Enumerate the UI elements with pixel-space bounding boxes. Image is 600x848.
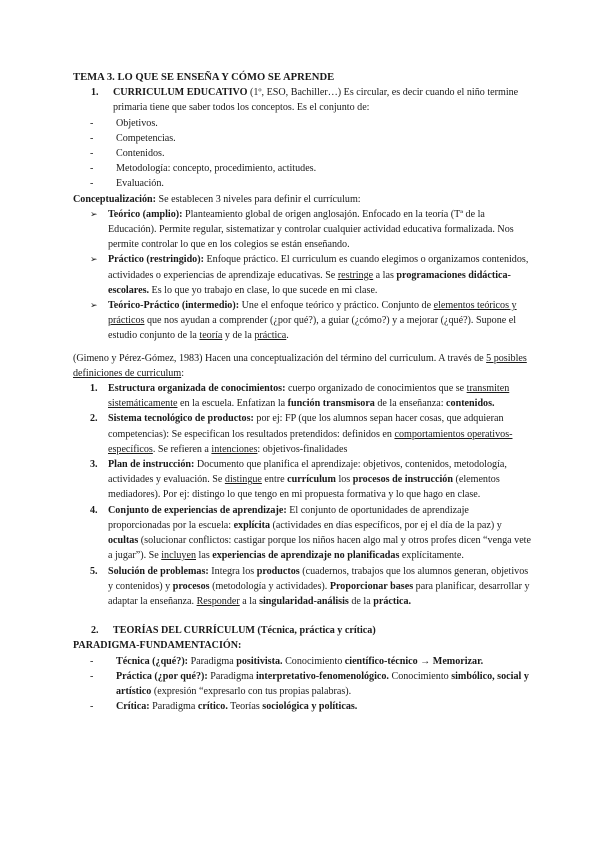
conceptualization-paragraph: Conceptualización: Se establecen 3 niveles para definir el currículum:: [73, 193, 361, 205]
list-item: 1. Estructura organizada de conocimientos: cuerpo organizado de conocimientos que se transmiten sistemáticamente en la escuela. Enfatizan la función transmisora de la enseñanza: contenidos.: [90, 383, 510, 410]
definitions-list: [73, 381, 533, 609]
list-item: ➢ Práctico (restringido): Enfoque práctico. El curriculum es cuando elegimos o organizamos contenidos, actividades o experiencias de aprendizaje educativas. Se restringe a las programaciones didáctica-escolares. Es lo que yo trabajo en clase, lo que sucede en mi clase.: [90, 252, 533, 298]
page-title: TEMA 3. LO QUE SE ENSEÑA Y CÓMO SE APRENDE: [73, 72, 335, 83]
list-item: - Contenidos.: [90, 148, 165, 160]
paradigms-list: [73, 654, 533, 715]
section-title: CURRICULUM EDUCATIVO: [113, 87, 248, 99]
list-item: - Competencias.: [90, 132, 176, 144]
gimeno-paragraph: (Gimeno y Pérez-Gómez, 1983) Hacen una conceptualización del término del curriculum. A través de 5 posibles definiciones de curriculum:: [73, 352, 527, 379]
list-item: ➢ Teórico-Práctico (intermedio): Une el enfoque teórico y práctico. Conjunto de elementos teóricos y prácticos que nos ayudan a comprender (¿por qué?), a guiar (¿cómo?) y a mejorar (¿qué?). Supone el estudio conjunto de la teoría y de la práctica.: [90, 298, 533, 344]
section-2-heading: [91, 623, 533, 638]
section-number: 1.: [91, 87, 99, 99]
list-item: - Técnica (¿qué?): Paradigma positivista. Conocimiento científico-técnico → Memorizar.: [90, 655, 484, 667]
list-item: - Práctica (¿por qué?): Paradigma interpretativo-fenomenológico. Conocimiento simbólico, social y artístico (expresión “expresarlo con tus propias palabras).: [90, 670, 529, 697]
list-item: ➢ Teórico (amplio): Planteamiento global de origen anglosajón. Enfocado en la teoría (Tª de la Educación). Permite regular, sistematizar y controlar cualquier actividad educativa formalizada. Nos permite controlar lo que en los colegios se están enseñando.: [90, 207, 533, 253]
list-item: - Evaluación.: [90, 178, 164, 190]
arrow-bullet-icon: ➢: [90, 300, 98, 311]
curriculum-components-list: [73, 116, 533, 192]
paradigm-heading: PARADIGMA-FUNDAMENTACIÓN:: [73, 640, 242, 652]
section-1-heading: 1. CURRICULUM EDUCATIVO (1º, ESO, Bachiller…) Es circular, es decir cuando el niño termine primaria tiene que saber todos los conceptos. Es el conjunto de:: [91, 85, 533, 115]
list-item: 4. Conjunto de experiencias de aprendizaje: El conjunto de oportunidades de aprendizaje proporcionadas por la escuela: explícita (actividades en días específicos, por ej el día de la paz) y ocultas (solucionar conflictos: castigar porque los niños hacen algo mal y otros profes dicen “venga vete a jugar”). Se incluyen las experiencias de aprendizaje no planificadas explícitamente.: [90, 504, 531, 562]
list-item: 2. Sistema tecnológico de productos: por ej: FP (que los alumnos sepan hacer cosas, que adquieran competencias): Se especifican los resultados pretendidos: definidos en comportamientos operativos-específicos. Se refieren a intenciones: objetivos-finalidades: [90, 413, 513, 455]
section-number: 2.: [91, 625, 99, 637]
list-item: - Metodología: concepto, procedimiento, actitudes.: [90, 163, 317, 175]
arrow-bullet-icon: ➢: [90, 254, 98, 265]
list-item: 3. Plan de instrucción: Documento que planifica el aprendizaje: objetivos, contenidos, metodología, actividades y evaluación. Se distingue entre currículum los procesos de instrucción (elementos mediadores). Por ej: distingo lo que tengo en mi propuesta formativa y lo que hago en clase.: [90, 459, 507, 501]
list-item: 5. Solución de problemas: Integra los productos (cuadernos, trabajos que los alumnos generan, objetivos y contenidos) y procesos (metodología y actividades). Proporcionar bases para planificar, desarrollar y adaptar la enseñanza. Responder a la singularidad-análisis de la práctica.: [90, 565, 530, 607]
levels-list: [73, 207, 533, 344]
document-page: [73, 70, 533, 714]
list-item: - Objetivos.: [90, 117, 158, 129]
list-item: - Crítica: Paradigma crítico. Teorías sociológica y políticas.: [90, 701, 358, 713]
section-title: TEORÍAS DEL CURRÍCULUM (Técnica, práctica y crítica): [113, 625, 376, 637]
arrow-bullet-icon: ➢: [90, 208, 98, 219]
